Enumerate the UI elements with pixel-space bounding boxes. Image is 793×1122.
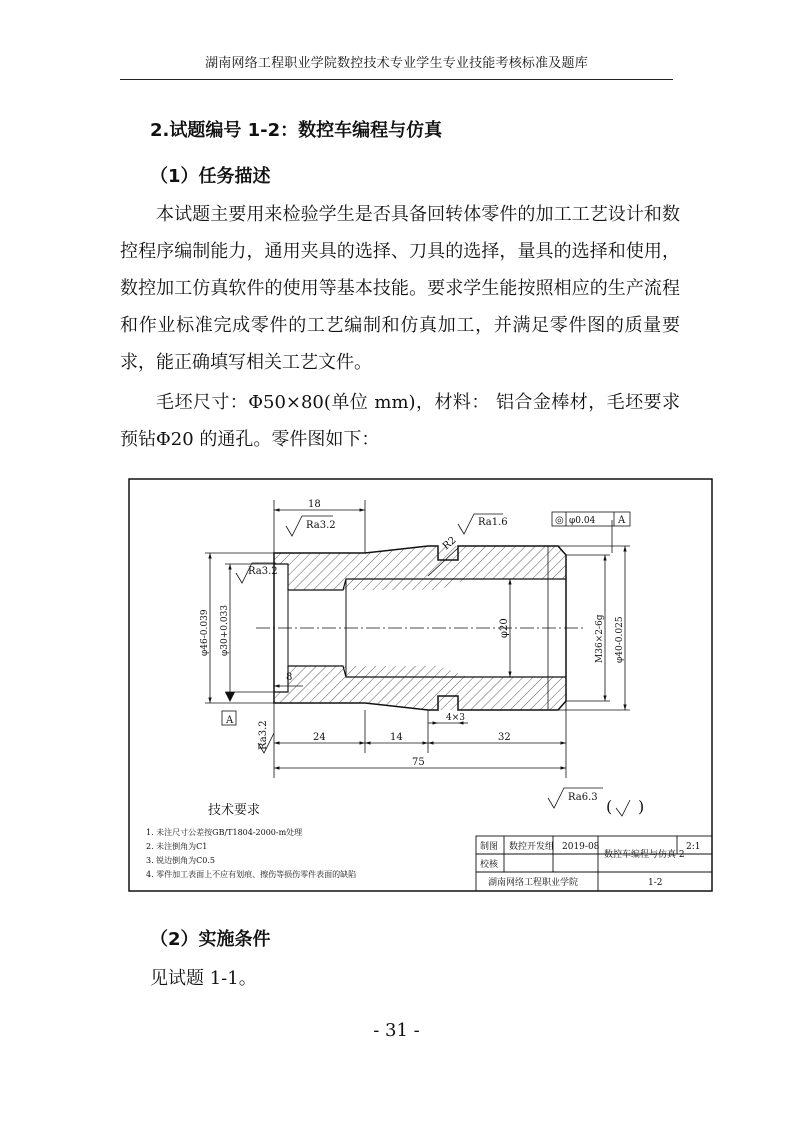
tech-req-item-2: 2. 未注倒角为C1 <box>146 842 208 851</box>
dim-phi20: φ20 <box>499 618 510 638</box>
page-number: - 31 - <box>373 1020 420 1041</box>
tolerance-value: φ0.04 <box>569 516 596 526</box>
datum-label: A <box>226 715 234 726</box>
tolerance-datum: A <box>618 515 626 526</box>
tech-req-item-3: 3. 锐边倒角为C0.5 <box>146 856 216 865</box>
roughness-general-close: ) <box>638 797 645 816</box>
roughness-ra32-left: Ra3.2 <box>248 566 278 577</box>
header-rule <box>120 79 673 80</box>
datum-triangle <box>225 692 235 702</box>
dim-m36: M36×2-6g <box>595 614 605 663</box>
conditions-text: 见试题 1-1。 <box>150 968 257 989</box>
dim-14: 14 <box>390 732 403 743</box>
part-section <box>256 546 583 710</box>
roughness-ra32-bottom: Ra3.2 <box>258 720 269 750</box>
tb-part-name: 数控车编程与仿真 2 <box>604 850 685 860</box>
task-paragraph-1: 本试题主要用来检验学生是否具备回转体零件的加工工艺设计和数控程序编制能力，通用夹具的选择、刀具的选择，量具的选择和使用，数控加工仿真软件的使用等基本技能。要求学生能按照相应的生产流程和作业标准完成零件的工艺编制和仿真加工，并满足零件图的质量要求，能正确填写相关工艺文件。 <box>120 204 680 373</box>
dim-75: 75 <box>412 757 425 768</box>
page-header: 湖南网络工程职业学院数控技术专业学生专业技能考核标准及题库 <box>205 56 588 71</box>
dim-4x3: 4×3 <box>446 713 465 723</box>
tolerance-symbol: ◎ <box>555 515 564 526</box>
radius-label: R2 <box>440 534 459 553</box>
dim-32: 32 <box>498 732 511 743</box>
dim-phi40: φ40-0.025 <box>615 616 625 663</box>
tb-school: 湖南网络工程职业学院 <box>488 878 579 888</box>
part-drawing <box>128 478 715 894</box>
conditions-heading: （2）实施条件 <box>150 929 271 950</box>
tb-date: 2019-08 <box>562 842 600 852</box>
tb-draw-label: 制图 <box>480 842 499 852</box>
task-heading: （1）任务描述 <box>150 166 271 187</box>
tech-req-title: 技术要求 <box>208 803 261 818</box>
dim-phi30: φ30+0.033 <box>220 604 230 656</box>
dim-24: 24 <box>313 732 326 743</box>
roughness-general-open: ( <box>606 797 613 816</box>
task-paragraph-2: 毛坯尺寸：Φ50×80(单位 mm)，材料： 铝合金棒材，毛坯要求预钻Φ20 的通孔。零件图如下： <box>120 392 680 450</box>
tb-scale: 2:1 <box>686 842 701 852</box>
tech-req-item-4: 4. 零件加工表面上不应有划痕、擦伤等损伤零件表面的缺陷 <box>146 870 357 879</box>
roughness-ra32-top: Ra3.2 <box>306 520 336 531</box>
section-title: 2.试题编号 1-2：数控车编程与仿真 <box>150 120 443 141</box>
tb-group: 数控开发组 <box>509 842 555 852</box>
roughness-general: Ra6.3 <box>568 792 598 803</box>
roughness-ra16: Ra1.6 <box>478 517 508 528</box>
dim-18: 18 <box>308 499 321 510</box>
tb-number: 1-2 <box>648 878 663 888</box>
dim-8: 8 <box>286 672 293 683</box>
dim-phi46: φ46-0.039 <box>200 609 210 656</box>
tb-check-label: 校核 <box>480 860 499 870</box>
tech-req-item-1: 1. 未注尺寸公差按GB/T1804-2000-m处理 <box>146 828 303 837</box>
